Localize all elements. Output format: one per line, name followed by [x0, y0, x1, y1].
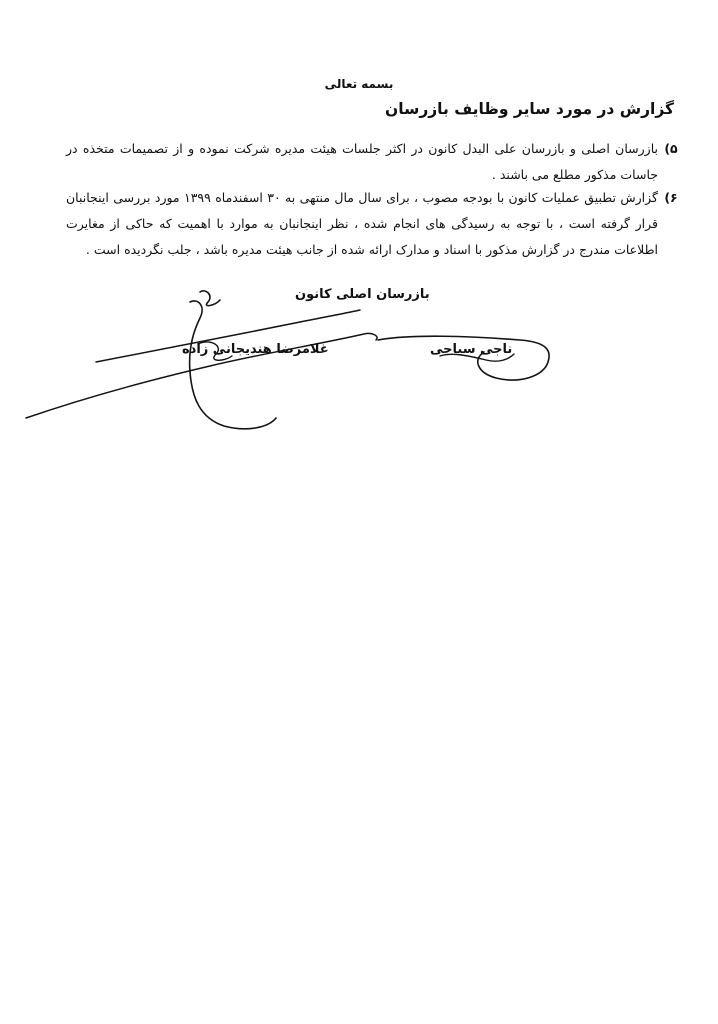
signature-stroke: [190, 301, 276, 429]
item-text: گزارش تطبیق عملیات کانون با بودجه مصوب ، برای سال مال منتهی به ۳۰ اسفندماه ۱۳۹۹ مورد بررسی اینجانبان قرار گرفته است ، با توجه به رسیدگی های انجام شده ، نظر اینجانبان به موارد با اهمیت که حاکی از مغایرت اطلاعات مندرج در گزارش مذکور با اسناد و مدارک ارائه شده از جانب هیئت مدیره باشد ، جلب نگردیده است .: [66, 190, 658, 257]
report-item: [66, 136, 678, 188]
signer-name: ناجی سیاحی: [430, 342, 513, 357]
signer-name: غلامرضا هندیجانی زاده: [182, 342, 329, 357]
invocation: بسمه تعالی: [324, 77, 394, 91]
signature-stroke: [200, 291, 220, 306]
item-number: ۶): [664, 190, 678, 205]
item-text: بازرسان اصلی و بازرسان علی البدل کانون در اکثر جلسات هیئت مدیره شرکت نموده و از تصمیمات متخذه در جاسات مذکور مطلع می باشند .: [66, 141, 658, 182]
document-title: گزارش در مورد سایر وظایف بازرسان: [385, 100, 674, 118]
report-item: [66, 185, 678, 263]
item-number: ۵): [664, 141, 678, 156]
inspectors-heading: بازرسان اصلی کانون: [295, 287, 430, 302]
